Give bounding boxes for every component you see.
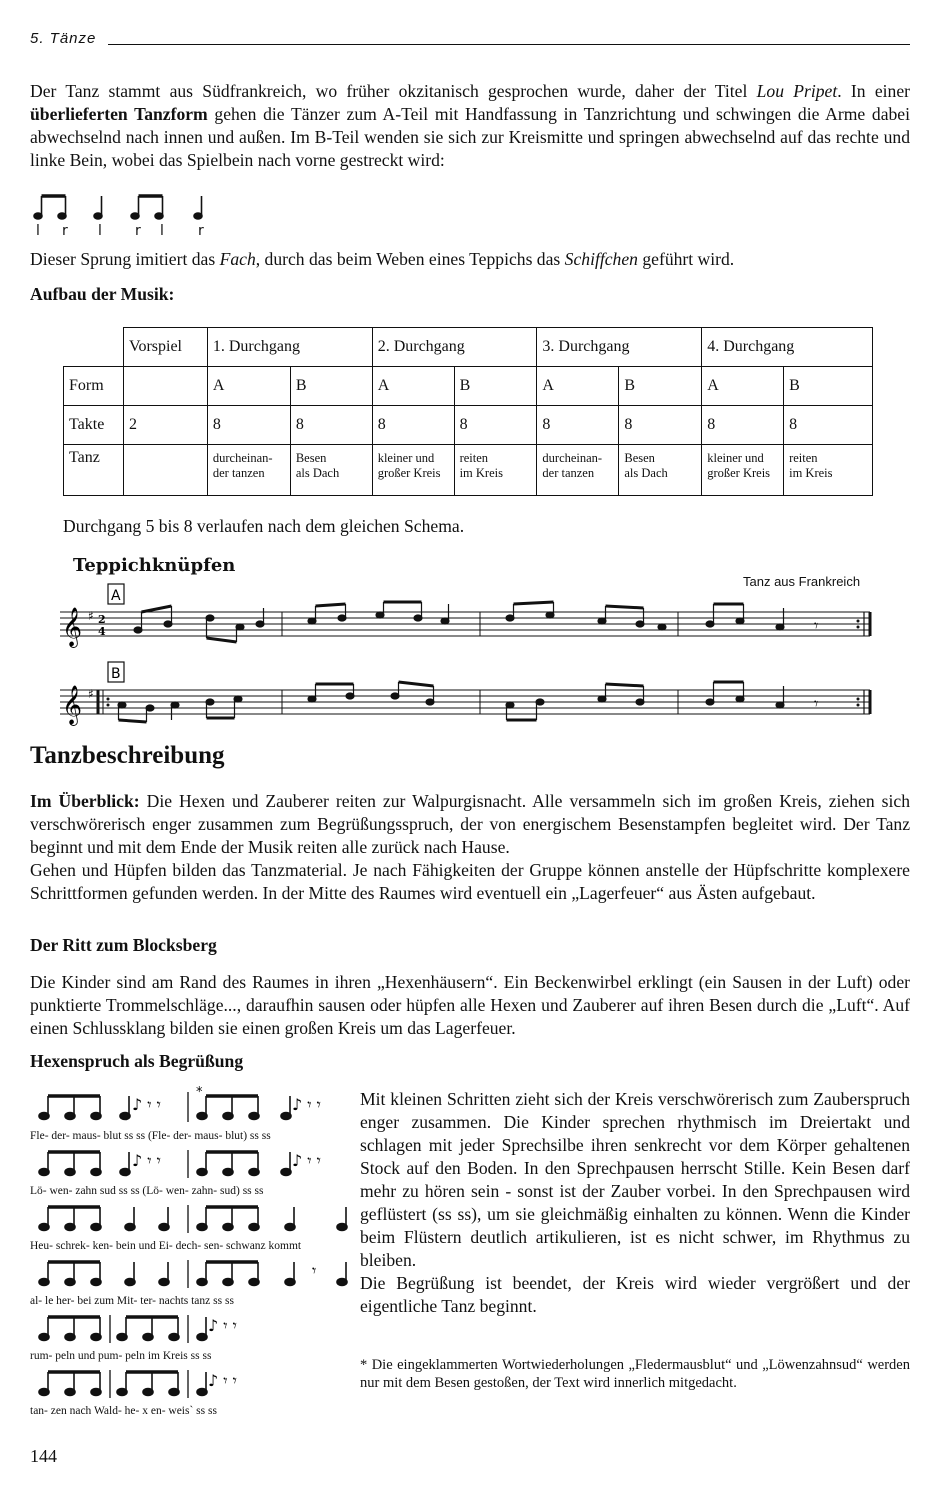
takte-cell: 8	[537, 406, 619, 445]
section-heading: Tanzbeschreibung	[30, 742, 225, 769]
rest-icon: 𝄾	[312, 1261, 317, 1280]
tanz-line: reiten	[789, 451, 818, 465]
table-row-takte	[64, 406, 873, 445]
lr-2: r	[62, 223, 68, 238]
tanz-line: Besen	[295, 451, 327, 465]
intro-text-2: . In einer	[837, 81, 911, 101]
tanz-line: als Dach	[624, 466, 668, 480]
tanz-line: reiten	[459, 451, 489, 465]
flag-icon: ♪ 𝄾 𝄾	[132, 1151, 161, 1170]
tanz-line: durcheinan-	[212, 451, 273, 465]
header-durchgang-2: 2. Durchgang	[372, 328, 537, 367]
flag-icon: ♪ 𝄾 𝄾	[132, 1095, 161, 1114]
star-mark: *	[196, 1086, 203, 1100]
takte-cell: 8	[702, 406, 784, 445]
tanz-line: im Kreis	[459, 466, 503, 480]
running-header	[30, 30, 910, 54]
takte-cell: 2	[123, 406, 207, 445]
intro-text-3: gehen die Tänzer zum A-Teil mit Handfassung in Tanzrichtung und schwingen die Arme dabei abwechselnd nach innen und außen. Im B-Teil wenden sie sich zur Kreismitte und springen abwechselnd auf das rechte und linke Bein, wobei das Spielbein nach vorne gestreckt wird:	[30, 104, 910, 170]
row-label-tanz: Tanz	[64, 445, 124, 496]
spruch-title: Hexenspruch als Begrüßung	[30, 1051, 244, 1071]
flag-icon: ♪ 𝄾 𝄾	[208, 1371, 237, 1390]
table-row-tanz	[64, 445, 873, 496]
rest-icon: 𝄾	[814, 616, 819, 635]
tanz-cell	[290, 445, 372, 496]
intro-bold: überlieferten Tanzform	[30, 104, 208, 124]
header-durchgang-4: 4. Durchgang	[702, 328, 873, 367]
tanz-line: der tanzen	[542, 466, 595, 480]
part-b-label: B	[111, 666, 121, 682]
header-vorspiel: Vorspiel	[123, 328, 207, 367]
intro-text-1: Der Tanz stammt aus Südfrankreich, wo früher okzitanisch gesprochen wurde, daher der Titel	[30, 81, 757, 101]
staff-a	[50, 582, 880, 648]
time-sig-top: 2	[98, 613, 106, 626]
spruch-heading	[30, 1051, 243, 1072]
table-header-row	[64, 328, 873, 367]
takte-cell: 8	[372, 406, 454, 445]
form-cell: B	[784, 367, 873, 406]
takte-cell: 8	[454, 406, 537, 445]
tanz-line: als Dach	[295, 466, 340, 480]
tanz-cell	[123, 445, 207, 496]
time-sig-bottom: 4	[98, 625, 106, 638]
word-schiffchen: Schiffchen	[564, 249, 638, 269]
ueberblick-paragraph	[30, 790, 910, 905]
tanz-cell	[702, 445, 784, 496]
sharp-icon: ♯	[88, 609, 94, 623]
spell-rhythm-3	[30, 1203, 350, 1237]
tanz-cell	[454, 445, 537, 496]
jump-rhythm	[30, 188, 250, 238]
song-title: Teppichknüpfen	[73, 555, 236, 576]
spell-rhythm-1	[30, 1086, 350, 1126]
flag-icon: ♪ 𝄾 𝄾	[292, 1151, 321, 1170]
aufbau-heading	[30, 284, 174, 305]
form-cell: B	[454, 367, 537, 406]
footnote: * Die eingeklammerten Wortwiederholungen „Fledermausblut“ und „Löwenzahnsud“ werden nur mit dem Besen gestoßen, der Text wird innerlich mitgedacht.	[360, 1357, 910, 1391]
lr-5: l	[160, 223, 164, 238]
syllables-3: Heu- schrek- ken- bein und Ei- dech- sen- schwanz kommt	[30, 1240, 302, 1252]
dance-title: Lou Pripet	[756, 81, 838, 101]
takte-cell: 8	[619, 406, 702, 445]
form-cell: A	[372, 367, 454, 406]
tanz-line: großer Kreis	[377, 466, 441, 480]
tanz-cell	[784, 445, 873, 496]
ritt-paragraph: Die Kinder sind am Rand des Raumes in ihren „Hexenhäusern“. Ein Beckenwirbel erklingt (ein Sausen in der Luft) oder punktierte Trommelschläge..., daraufhin sausen oder hüpfen alle Hexen und Zauberer auf ihren Besen durch die „Luft“. Auf einen Schlussklang bilden sie einen großen Kreis um das Lagerfeuer.	[30, 972, 910, 1038]
syllables-6: tan- zen nach Wald- he- x en- weis` ss ss	[30, 1405, 217, 1417]
lr-6: r	[198, 223, 204, 238]
tanz-line: kleiner und	[707, 451, 764, 465]
table-corner	[64, 328, 124, 367]
lr-1: l	[36, 223, 40, 238]
word-fach: Fach	[219, 249, 256, 269]
flag-icon: ♪ 𝄾 𝄾	[208, 1316, 237, 1335]
lr-4: r	[135, 223, 141, 238]
tanz-line: kleiner und	[377, 451, 435, 465]
syllables-4: al- le her- bei zum Mit- ter- nachts tanz ss ss	[30, 1295, 234, 1307]
ueberblick-label: Im Überblick:	[30, 791, 140, 811]
tanz-line: durcheinan-	[542, 451, 603, 465]
tanz-cell	[537, 445, 619, 496]
part-a-label: A	[111, 588, 121, 604]
song-origin: Tanz aus Frankreich	[743, 574, 861, 589]
sprung-text-1: Dieser Sprung imitiert das	[30, 249, 220, 269]
rest-icon: 𝄾	[814, 694, 819, 713]
tanz-cell	[372, 445, 454, 496]
schema-note: Durchgang 5 bis 8 verlaufen nach dem gleichen Schema.	[63, 516, 465, 536]
aufbau-title: Aufbau der Musik:	[30, 284, 175, 304]
staff-b	[50, 660, 880, 726]
spell-rhythm-2	[30, 1148, 350, 1182]
ritt-title: Der Ritt zum Blocksberg	[30, 935, 217, 955]
takte-cell: 8	[207, 406, 290, 445]
lr-3: l	[98, 223, 102, 238]
takte-cell: 8	[290, 406, 372, 445]
treble-clef-icon: 𝄞	[62, 685, 83, 725]
treble-clef-icon: 𝄞	[62, 607, 83, 647]
header-rule	[108, 44, 910, 45]
page-number: 144	[30, 1446, 57, 1466]
table-row-form	[64, 367, 873, 406]
syllables-5: rum- peln und pum- peln im Kreis ss ss	[30, 1350, 212, 1362]
spruch-paragraph	[360, 1088, 910, 1318]
syllables-2: Lö- wen- zahn sud ss ss (Lö- wen- zahn- sud) ss ss	[30, 1185, 264, 1197]
ueberblick-text-2: Gehen und Hüpfen bilden das Tanzmaterial. Je nach Fähigkeiten der Gruppe können anstelle der Hüpfschritte komplexere Schrittformen gefunden werden. In der Mitte des Raumes wird eventuell ein „Lagerfeuer“ aus Ästen aufgebaut.	[30, 860, 910, 903]
form-cell: A	[537, 367, 619, 406]
tanz-line: im Kreis	[789, 466, 833, 480]
sprung-paragraph	[30, 248, 910, 271]
tanz-line: der tanzen	[212, 466, 265, 480]
spell-rhythm-6	[30, 1368, 350, 1402]
row-label-takte: Takte	[64, 406, 124, 445]
sharp-icon: ♯	[88, 687, 94, 701]
sprung-text-3: geführt wird.	[637, 249, 735, 269]
tanz-cell	[207, 445, 290, 496]
structure-table	[63, 327, 873, 496]
header-durchgang-3: 3. Durchgang	[537, 328, 702, 367]
tanz-line: großer Kreis	[707, 466, 771, 480]
flag-icon: ♪ 𝄾 𝄾	[292, 1095, 321, 1114]
takte-cell: 8	[784, 406, 873, 445]
spruch-text-1: Mit kleinen Schritten zieht sich der Kreis verschwörerisch zum Zauberspruch enger zusammen. Die Kinder sprechen rhythmisch im Dreiertakt und schlagen mit jeder Sprechsilbe ihren senkrecht vor dem Körper gehaltenen Stock auf den Boden. In den Sprechpausen herrscht Stille. Kein Besen darf mehr zu hören sein - sonst ist der Zauber vorbei. In den Sprechpausen wird geflüstert (ss ss), um sie gleichmäßig einhalten zu können. Wenn die Kinder beim Flüstern deutlich artikulieren, ist es nicht schwer, im Rhythmus zu bleiben.	[360, 1089, 910, 1270]
spell-rhythm-5	[30, 1313, 350, 1347]
spell-rhythm-4	[30, 1258, 350, 1292]
row-label-form: Form	[64, 367, 124, 406]
tanz-cell	[619, 445, 702, 496]
syllables-1: Fle- der- maus- blut ss ss (Fle- der- maus- blut) ss ss	[30, 1130, 271, 1142]
sprung-text-2: , durch das beim Weben eines Teppichs das	[255, 249, 565, 269]
form-cell: A	[207, 367, 290, 406]
chapter-label: 5. Tänze	[30, 30, 97, 47]
header-durchgang-1: 1. Durchgang	[207, 328, 372, 367]
ritt-heading	[30, 935, 217, 956]
ueberblick-text: Die Hexen und Zauberer reiten zur Walpurgisnacht. Alle versammeln sich im großen Kreis, ziehen sich verschwörerisch enger zusammen zum Begrüßungsspruch, der von energischem Besenstampfen begleitet wird. Der Tanz beginnt und mit dem Ende der Musik reiten alle zurück nach Hause.	[30, 791, 910, 857]
spruch-text-2: Die Begrüßung ist beendet, der Kreis wird wieder vergrößert und der eigentliche Tanz beginnt.	[360, 1273, 910, 1316]
form-cell: B	[290, 367, 372, 406]
tanz-line: Besen	[624, 451, 655, 465]
form-cell: A	[702, 367, 784, 406]
form-cell: B	[619, 367, 702, 406]
intro-paragraph	[30, 80, 910, 172]
form-cell	[123, 367, 207, 406]
